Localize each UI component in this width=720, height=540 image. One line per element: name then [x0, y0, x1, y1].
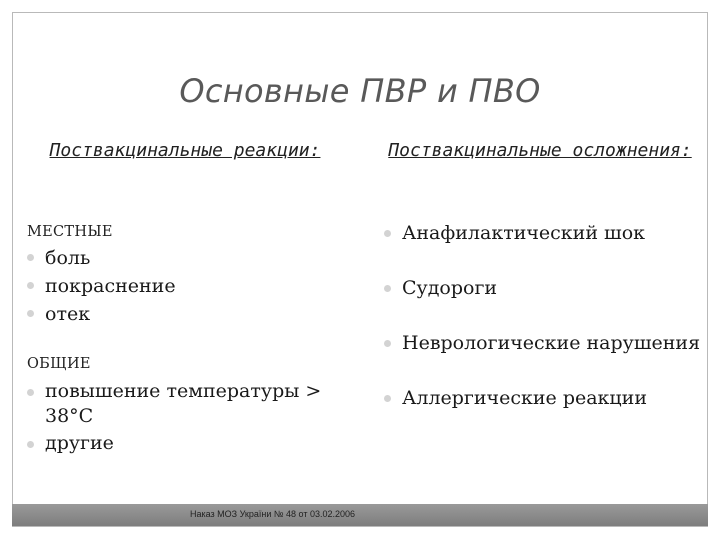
list-item-text: Судороги — [402, 277, 498, 299]
bullet-icon — [27, 389, 34, 396]
list-item — [380, 330, 710, 357]
bullet-icon — [384, 340, 391, 347]
reactions-header: Поствакцинальные реакции: — [49, 140, 321, 161]
list-item-text: Анафилактический шок — [402, 222, 646, 244]
bullet-icon — [384, 395, 391, 402]
list-item — [23, 379, 323, 429]
list-item-text: Аллергические реакции — [402, 387, 647, 409]
bullet-icon — [27, 254, 34, 261]
list-item — [23, 244, 323, 272]
list-item — [380, 385, 710, 412]
bullet-icon — [27, 310, 34, 317]
local-reactions-list — [23, 244, 323, 328]
bullet-icon — [27, 282, 34, 289]
bullet-icon — [27, 441, 34, 448]
list-item — [23, 431, 323, 456]
local-reactions-label: МЕСТНЫЕ — [27, 224, 113, 240]
list-item — [380, 275, 710, 302]
list-item-text: покраснение — [45, 275, 176, 297]
list-item-text: другие — [45, 432, 114, 454]
bullet-icon — [384, 230, 391, 237]
list-item — [23, 272, 323, 300]
footer-source: Наказ МОЗ України № 48 от 03.02.2006 — [190, 509, 356, 519]
list-item — [23, 300, 323, 328]
general-reactions-list — [23, 379, 323, 458]
list-item-text: повышение температуры > 38°С — [45, 380, 322, 427]
footer-bar — [12, 504, 708, 526]
complications-header: Поствакцинальные осложнения: — [388, 140, 692, 161]
list-item-text: отек — [45, 303, 91, 325]
list-item-text: боль — [45, 247, 91, 269]
list-item — [380, 220, 710, 247]
bullet-icon — [384, 285, 391, 292]
slide-title: Основные ПВР и ПВО — [179, 72, 541, 110]
list-item-text: Неврологические нарушения — [402, 332, 701, 354]
general-reactions-label: ОБЩИЕ — [27, 356, 91, 372]
complications-list — [380, 220, 710, 440]
